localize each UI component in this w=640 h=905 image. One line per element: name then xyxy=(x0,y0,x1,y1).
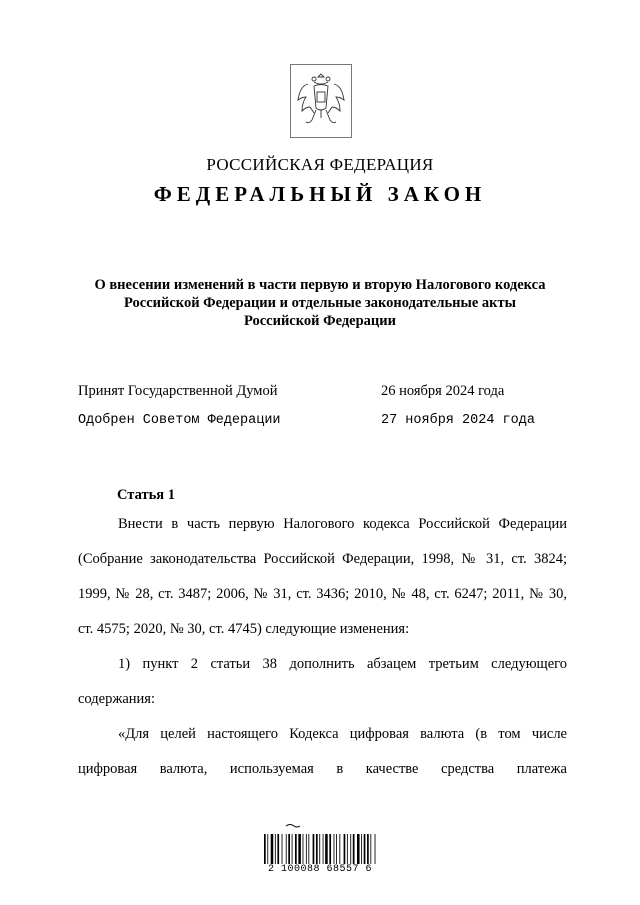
country-name: РОССИЙСКАЯ ФЕДЕРАЦИЯ xyxy=(206,155,434,174)
article-paragraph-1 xyxy=(78,507,567,647)
paragraph-line: «Для целей настоящего Кодекса цифровая валюта (в том числе xyxy=(118,726,567,742)
article-paragraph-3 xyxy=(78,717,567,787)
article-paragraph-2 xyxy=(78,647,567,717)
law-title-line: Российской Федерации и отдельные законодательные акты xyxy=(124,295,516,311)
law-title-line: О внесении изменений в части первую и вторую Налогового кодекса xyxy=(94,277,546,293)
document-type-heading: ФЕДЕРАЛЬНЫЙ ЗАКОН xyxy=(153,182,487,206)
adoption-duma-date: 26 ноября 2024 года xyxy=(381,383,505,399)
russian-coat-of-arms-emblem xyxy=(290,64,352,138)
approval-council-label: Одобрен Советом Федерации xyxy=(78,413,281,428)
article-heading: Статья 1 xyxy=(117,487,175,503)
paragraph-line: (Собрание законодательства Российской Федерации, 1998, № 31, ст. 3824; xyxy=(78,551,567,567)
paragraph-line: 1999, № 28, ст. 3487; 2006, № 31, ст. 3436; 2010, № 48, ст. 6247; 2011, № 30, xyxy=(78,586,567,602)
paragraph-line: 1) пункт 2 статьи 38 дополнить абзацем третьим следующего xyxy=(118,656,567,672)
paragraph-line: цифровая валюта, используемая в качестве средства платежа xyxy=(78,761,567,777)
paragraph-line: содержания: xyxy=(78,691,156,707)
barcode-number: 2 100088 68557 6 xyxy=(267,864,372,875)
approval-council-date: 27 ноября 2024 года xyxy=(381,413,535,428)
law-title-line: Российской Федерации xyxy=(243,313,396,329)
paragraph-line: ст. 4575; 2020, № 30, ст. 4745) следующие изменения: xyxy=(78,621,410,637)
adoption-duma-label: Принят Государственной Думой xyxy=(78,383,278,399)
law-title xyxy=(60,276,580,330)
paragraph-line: Внести в часть первую Налогового кодекса Российской Федерации xyxy=(118,516,567,532)
